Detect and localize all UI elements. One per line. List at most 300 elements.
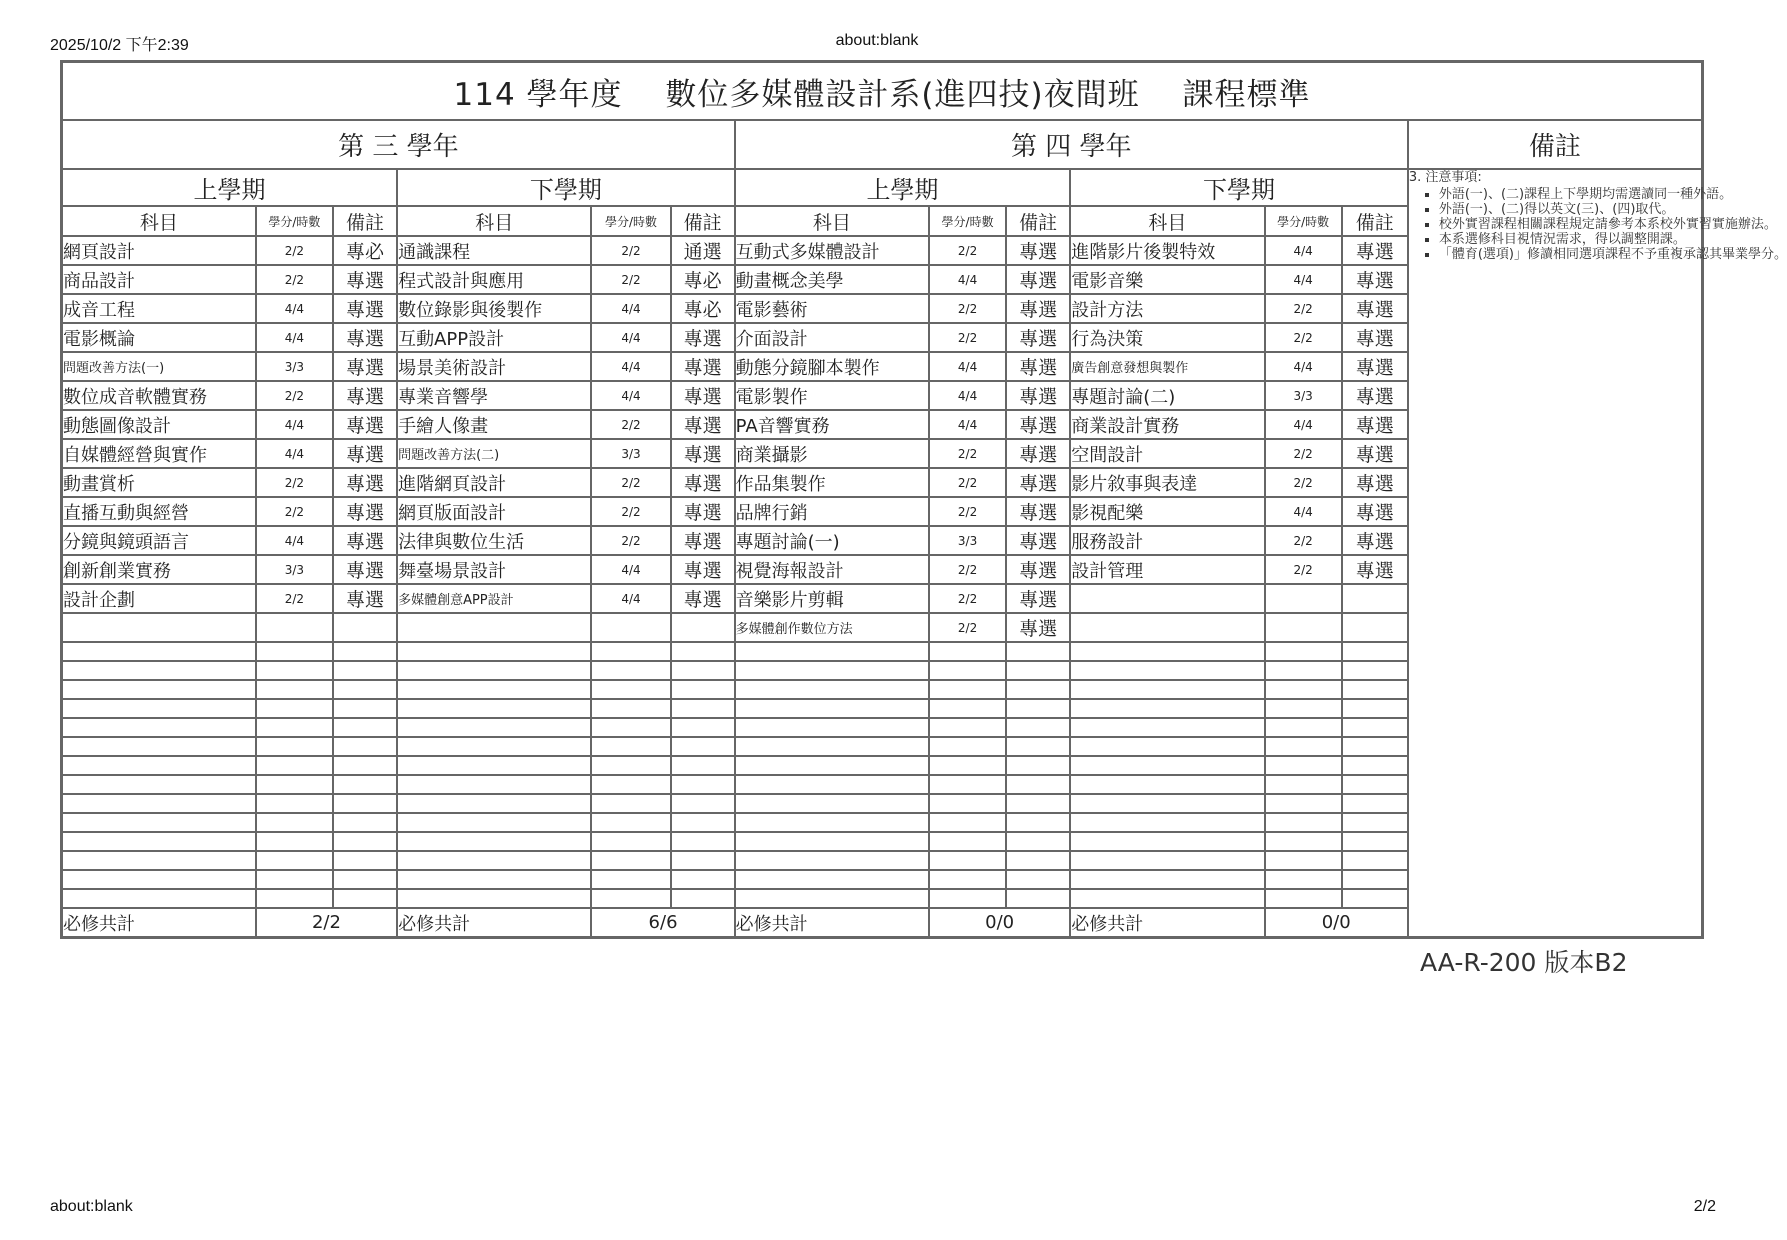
empty-cell — [1265, 737, 1342, 756]
course-subject: 問題改善方法(二) — [397, 439, 591, 468]
empty-cell — [256, 870, 333, 889]
empty-cell — [333, 870, 397, 889]
course-note: 專選 — [333, 526, 397, 555]
empty-cell — [1342, 813, 1408, 832]
course-subject: 網頁設計 — [62, 236, 256, 265]
course-subject — [1070, 613, 1264, 642]
course-subject: PA音響實務 — [735, 410, 929, 439]
empty-cell — [591, 661, 670, 680]
note-item: ▪ 外語(一)、(二)課程上下學期均需選讀同一種外語。 — [1439, 187, 1701, 202]
empty-cell — [1265, 851, 1342, 870]
col-header-credits: 學分/時數 — [591, 206, 670, 236]
course-note: 專選 — [671, 381, 735, 410]
course-note: 專選 — [1006, 323, 1070, 352]
col-header-note: 備註 — [671, 206, 735, 236]
empty-cell — [735, 813, 929, 832]
empty-cell — [591, 642, 670, 661]
empty-cell — [591, 756, 670, 775]
course-credits — [256, 613, 333, 642]
empty-cell — [591, 851, 670, 870]
empty-cell — [671, 794, 735, 813]
empty-cell — [735, 870, 929, 889]
remarks-header: 備註 — [1408, 120, 1703, 169]
semester-header: 上學期 — [735, 169, 1071, 206]
course-credits: 3/3 — [929, 526, 1006, 555]
empty-cell — [1006, 851, 1070, 870]
empty-cell — [397, 832, 591, 851]
course-subject: 音樂影片剪輯 — [735, 584, 929, 613]
col-header-note: 備註 — [333, 206, 397, 236]
empty-cell — [1070, 756, 1264, 775]
course-subject: 多媒體創意APP設計 — [397, 584, 591, 613]
empty-cell — [671, 889, 735, 908]
empty-cell — [1070, 832, 1264, 851]
empty-cell — [671, 661, 735, 680]
empty-cell — [397, 889, 591, 908]
empty-cell — [671, 775, 735, 794]
curriculum-table — [60, 60, 1787, 939]
course-credits: 2/2 — [1265, 468, 1342, 497]
empty-cell — [1265, 642, 1342, 661]
empty-cell — [1265, 756, 1342, 775]
course-credits: 4/4 — [591, 381, 670, 410]
required-total-value: 2/2 — [256, 908, 397, 938]
empty-cell — [1342, 775, 1408, 794]
empty-cell — [929, 661, 1006, 680]
empty-cell — [62, 794, 256, 813]
empty-cell — [256, 775, 333, 794]
course-credits: 4/4 — [929, 265, 1006, 294]
empty-cell — [929, 756, 1006, 775]
empty-cell — [1070, 718, 1264, 737]
course-note: 專選 — [1342, 468, 1408, 497]
empty-cell — [333, 813, 397, 832]
course-note: 專選 — [1342, 381, 1408, 410]
empty-cell — [1265, 718, 1342, 737]
empty-cell — [1070, 699, 1264, 718]
empty-cell — [1265, 870, 1342, 889]
course-note: 專選 — [1342, 352, 1408, 381]
semester-header: 上學期 — [62, 169, 398, 206]
empty-cell — [929, 680, 1006, 699]
empty-cell — [591, 832, 670, 851]
course-subject: 行為決策 — [1070, 323, 1264, 352]
required-total-label: 必修共計 — [735, 908, 929, 938]
course-credits: 2/2 — [256, 468, 333, 497]
course-subject: 直播互動與經營 — [62, 497, 256, 526]
course-subject: 動畫概念美學 — [735, 265, 929, 294]
course-note: 專選 — [671, 439, 735, 468]
empty-cell — [1070, 661, 1264, 680]
course-credits: 4/4 — [591, 352, 670, 381]
course-note: 專選 — [1006, 526, 1070, 555]
empty-cell — [62, 813, 256, 832]
empty-cell — [397, 699, 591, 718]
course-note: 專選 — [1006, 294, 1070, 323]
course-subject: 設計方法 — [1070, 294, 1264, 323]
empty-cell — [929, 642, 1006, 661]
course-subject: 商業設計實務 — [1070, 410, 1264, 439]
course-credits — [591, 613, 670, 642]
course-subject: 電影藝術 — [735, 294, 929, 323]
course-credits: 4/4 — [1265, 410, 1342, 439]
course-note: 專選 — [1006, 613, 1070, 642]
course-subject: 進階影片後製特效 — [1070, 236, 1264, 265]
semester-header: 下學期 — [397, 169, 735, 206]
print-url-header: about:blank — [835, 32, 919, 49]
course-credits: 2/2 — [929, 584, 1006, 613]
course-note — [333, 613, 397, 642]
course-credits: 2/2 — [929, 468, 1006, 497]
empty-cell — [591, 775, 670, 794]
col-header-subject: 科目 — [735, 206, 929, 236]
empty-cell — [256, 737, 333, 756]
course-subject — [62, 613, 256, 642]
course-subject: 互動APP設計 — [397, 323, 591, 352]
course-subject: 進階網頁設計 — [397, 468, 591, 497]
empty-cell — [333, 851, 397, 870]
empty-cell — [256, 642, 333, 661]
course-note — [1342, 613, 1408, 642]
empty-cell — [1006, 680, 1070, 699]
course-subject: 數位錄影與後製作 — [397, 294, 591, 323]
empty-cell — [1342, 832, 1408, 851]
col-header-subject: 科目 — [62, 206, 256, 236]
course-subject: 手繪人像畫 — [397, 410, 591, 439]
course-subject: 服務設計 — [1070, 526, 1264, 555]
empty-cell — [735, 832, 929, 851]
course-note: 專選 — [1006, 265, 1070, 294]
course-subject: 設計企劃 — [62, 584, 256, 613]
empty-cell — [1342, 718, 1408, 737]
semester-header: 下學期 — [1070, 169, 1408, 206]
empty-cell — [929, 737, 1006, 756]
course-note: 專選 — [1342, 323, 1408, 352]
notes-title: 3. 注意事項: — [1408, 170, 1482, 185]
empty-cell — [1006, 642, 1070, 661]
col-header-credits: 學分/時數 — [256, 206, 333, 236]
course-note: 專選 — [1342, 439, 1408, 468]
year-three-header: 第 三 學年 — [62, 120, 735, 169]
notes-list — [1409, 187, 1787, 263]
course-subject — [1070, 584, 1264, 613]
course-subject: 商品設計 — [62, 265, 256, 294]
empty-cell — [62, 718, 256, 737]
empty-cell — [62, 832, 256, 851]
course-subject: 場景美術設計 — [397, 352, 591, 381]
course-credits: 2/2 — [256, 381, 333, 410]
empty-cell — [62, 737, 256, 756]
course-note: 專選 — [333, 352, 397, 381]
course-note: 專選 — [333, 555, 397, 584]
empty-cell — [333, 794, 397, 813]
course-credits: 2/2 — [591, 236, 670, 265]
course-credits: 4/4 — [591, 323, 670, 352]
course-subject: 商業攝影 — [735, 439, 929, 468]
course-note: 專選 — [671, 497, 735, 526]
col-header-credits: 學分/時數 — [929, 206, 1006, 236]
empty-cell — [1342, 756, 1408, 775]
empty-cell — [735, 642, 929, 661]
course-subject: 空間設計 — [1070, 439, 1264, 468]
course-credits: 4/4 — [591, 555, 670, 584]
empty-cell — [929, 870, 1006, 889]
course-note: 專選 — [333, 265, 397, 294]
course-credits: 3/3 — [1265, 381, 1342, 410]
course-note: 專選 — [1006, 497, 1070, 526]
empty-cell — [397, 851, 591, 870]
course-subject: 數位成音軟體實務 — [62, 381, 256, 410]
course-credits: 2/2 — [256, 236, 333, 265]
course-note: 專選 — [1342, 410, 1408, 439]
course-note: 專選 — [1342, 526, 1408, 555]
empty-cell — [397, 794, 591, 813]
course-subject: 成音工程 — [62, 294, 256, 323]
course-credits: 4/4 — [1265, 236, 1342, 265]
empty-cell — [735, 699, 929, 718]
empty-cell — [671, 832, 735, 851]
empty-cell — [397, 718, 591, 737]
empty-cell — [333, 775, 397, 794]
course-subject: 電影音樂 — [1070, 265, 1264, 294]
empty-cell — [1342, 889, 1408, 908]
course-credits: 2/2 — [1265, 439, 1342, 468]
empty-cell — [1006, 832, 1070, 851]
empty-cell — [256, 718, 333, 737]
course-credits: 2/2 — [1265, 294, 1342, 323]
col-header-subject: 科目 — [1070, 206, 1264, 236]
course-credits: 2/2 — [256, 584, 333, 613]
course-credits: 2/2 — [591, 526, 670, 555]
course-note: 專選 — [333, 497, 397, 526]
course-subject: 通識課程 — [397, 236, 591, 265]
note-item: ▪ 「體育(選項)」修讀相同選項課程不予重複承認其畢業學分。 — [1439, 247, 1701, 262]
empty-cell — [1265, 699, 1342, 718]
course-note: 專選 — [1006, 236, 1070, 265]
course-note: 專必 — [671, 294, 735, 323]
course-credits: 2/2 — [929, 497, 1006, 526]
course-note: 專選 — [1006, 468, 1070, 497]
course-subject — [397, 613, 591, 642]
course-note: 專選 — [1006, 352, 1070, 381]
col-header-note: 備註 — [1342, 206, 1408, 236]
empty-cell — [62, 851, 256, 870]
empty-cell — [929, 775, 1006, 794]
course-credits: 2/2 — [591, 468, 670, 497]
empty-cell — [929, 813, 1006, 832]
empty-cell — [929, 832, 1006, 851]
required-total-value: 0/0 — [929, 908, 1070, 938]
course-credits: 4/4 — [591, 294, 670, 323]
empty-cell — [333, 832, 397, 851]
course-subject: 介面設計 — [735, 323, 929, 352]
course-note: 專選 — [671, 555, 735, 584]
empty-cell — [929, 851, 1006, 870]
empty-cell — [256, 699, 333, 718]
course-credits: 4/4 — [1265, 352, 1342, 381]
form-code: AA-R-200 版本B2 — [1420, 948, 1628, 977]
course-credits: 2/2 — [1265, 555, 1342, 584]
course-credits: 2/2 — [256, 497, 333, 526]
empty-cell — [735, 794, 929, 813]
empty-cell — [333, 889, 397, 908]
empty-cell — [1006, 718, 1070, 737]
course-subject: 視覺海報設計 — [735, 555, 929, 584]
empty-cell — [1342, 699, 1408, 718]
empty-cell — [333, 737, 397, 756]
empty-cell — [256, 813, 333, 832]
course-subject: 分鏡與鏡頭語言 — [62, 526, 256, 555]
empty-cell — [929, 699, 1006, 718]
empty-cell — [397, 737, 591, 756]
empty-cell — [735, 756, 929, 775]
course-subject: 廣告創意發想與製作 — [1070, 352, 1264, 381]
empty-cell — [591, 680, 670, 699]
course-credits: 4/4 — [1265, 497, 1342, 526]
empty-cell — [735, 661, 929, 680]
empty-cell — [1342, 870, 1408, 889]
empty-cell — [397, 813, 591, 832]
empty-cell — [397, 661, 591, 680]
required-total-label: 必修共計 — [397, 908, 591, 938]
empty-cell — [1070, 870, 1264, 889]
empty-cell — [1342, 794, 1408, 813]
course-subject: 自媒體經營與實作 — [62, 439, 256, 468]
required-total-label: 必修共計 — [62, 908, 256, 938]
required-total-value: 6/6 — [591, 908, 734, 938]
empty-cell — [1342, 642, 1408, 661]
empty-cell — [1342, 737, 1408, 756]
course-credits: 4/4 — [256, 526, 333, 555]
course-credits — [1265, 584, 1342, 613]
empty-cell — [397, 680, 591, 699]
empty-cell — [256, 794, 333, 813]
note-item: ▪ 本系選修科目視情況需求，得以調整開課。 — [1439, 232, 1701, 247]
course-subject: 動態圖像設計 — [62, 410, 256, 439]
empty-cell — [333, 661, 397, 680]
course-note: 專選 — [1006, 584, 1070, 613]
empty-cell — [256, 851, 333, 870]
empty-cell — [1006, 775, 1070, 794]
course-note: 專選 — [1006, 555, 1070, 584]
empty-cell — [397, 870, 591, 889]
course-note: 專選 — [671, 584, 735, 613]
empty-cell — [397, 756, 591, 775]
print-url-footer: about:blank — [50, 1198, 133, 1215]
course-credits: 2/2 — [929, 613, 1006, 642]
page-number: 2/2 — [1693, 1198, 1716, 1215]
course-note: 專選 — [1342, 294, 1408, 323]
empty-cell — [591, 718, 670, 737]
empty-cell — [62, 756, 256, 775]
course-note: 專選 — [1006, 439, 1070, 468]
empty-cell — [1265, 889, 1342, 908]
empty-cell — [671, 680, 735, 699]
col-header-note: 備註 — [1006, 206, 1070, 236]
col-header-credits: 學分/時數 — [1265, 206, 1342, 236]
empty-cell — [591, 889, 670, 908]
course-subject: 法律與數位生活 — [397, 526, 591, 555]
empty-cell — [1342, 680, 1408, 699]
note-item: ▪ 校外實習課程相關課程規定請參考本系校外實習實施辦法。 — [1439, 217, 1701, 232]
empty-cell — [1342, 661, 1408, 680]
course-credits: 2/2 — [929, 294, 1006, 323]
empty-cell — [735, 775, 929, 794]
course-note: 專選 — [333, 294, 397, 323]
empty-cell — [397, 775, 591, 794]
course-note: 專選 — [671, 323, 735, 352]
course-note: 專選 — [1342, 236, 1408, 265]
course-subject: 問題改善方法(一) — [62, 352, 256, 381]
course-credits: 2/2 — [256, 265, 333, 294]
empty-cell — [671, 813, 735, 832]
empty-cell — [671, 851, 735, 870]
empty-cell — [1265, 832, 1342, 851]
empty-cell — [1070, 642, 1264, 661]
course-subject: 網頁版面設計 — [397, 497, 591, 526]
course-note: 專選 — [333, 439, 397, 468]
course-credits: 2/2 — [929, 555, 1006, 584]
empty-cell — [671, 737, 735, 756]
course-subject: 專題討論(一) — [735, 526, 929, 555]
course-note: 專選 — [1342, 497, 1408, 526]
empty-cell — [1006, 661, 1070, 680]
empty-cell — [62, 775, 256, 794]
course-credits: 4/4 — [256, 294, 333, 323]
course-note: 專選 — [333, 584, 397, 613]
empty-cell — [1342, 851, 1408, 870]
course-subject: 舞臺場景設計 — [397, 555, 591, 584]
course-note: 專選 — [671, 352, 735, 381]
empty-cell — [62, 699, 256, 718]
course-credits: 2/2 — [591, 497, 670, 526]
empty-cell — [1070, 794, 1264, 813]
empty-cell — [1265, 661, 1342, 680]
course-note: 專必 — [333, 236, 397, 265]
empty-cell — [1265, 813, 1342, 832]
empty-cell — [1265, 775, 1342, 794]
course-credits: 4/4 — [1265, 265, 1342, 294]
course-credits: 2/2 — [929, 323, 1006, 352]
course-note: 專選 — [1006, 410, 1070, 439]
course-note — [671, 613, 735, 642]
course-subject: 創新創業實務 — [62, 555, 256, 584]
course-subject: 動態分鏡腳本製作 — [735, 352, 929, 381]
course-note: 專選 — [333, 323, 397, 352]
empty-cell — [1070, 680, 1264, 699]
empty-cell — [397, 642, 591, 661]
empty-cell — [671, 756, 735, 775]
empty-cell — [62, 870, 256, 889]
course-subject: 程式設計與應用 — [397, 265, 591, 294]
course-subject: 品牌行銷 — [735, 497, 929, 526]
note-item: ▪ 外語(一)、(二)得以英文(三)、(四)取代。 — [1439, 202, 1701, 217]
course-note — [1342, 584, 1408, 613]
col-header-subject: 科目 — [397, 206, 591, 236]
empty-cell — [1070, 813, 1264, 832]
empty-cell — [256, 832, 333, 851]
course-credits: 4/4 — [256, 439, 333, 468]
course-credits: 3/3 — [256, 352, 333, 381]
course-subject: 設計管理 — [1070, 555, 1264, 584]
empty-cell — [1006, 813, 1070, 832]
course-credits: 4/4 — [256, 323, 333, 352]
course-credits: 2/2 — [1265, 323, 1342, 352]
empty-cell — [62, 680, 256, 699]
empty-cell — [591, 699, 670, 718]
empty-cell — [735, 737, 929, 756]
required-total-value: 0/0 — [1265, 908, 1408, 938]
